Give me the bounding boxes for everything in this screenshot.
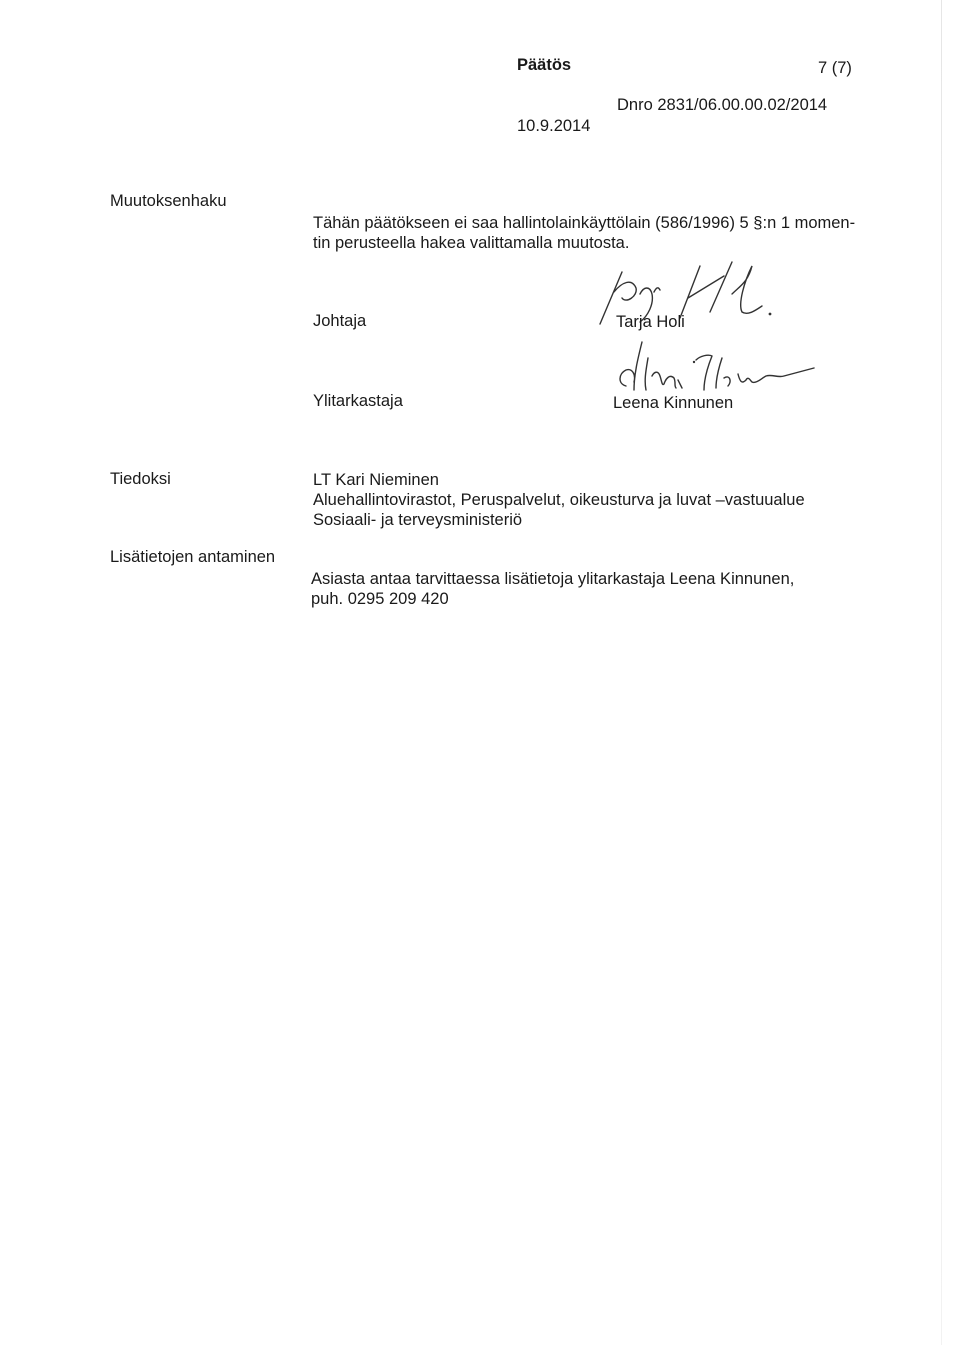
document-type: Päätös	[517, 56, 572, 74]
more-info-text-line-2: puh. 0295 209 420	[311, 590, 449, 608]
signer-role-senior-inspector: Ylitarkastaja	[313, 392, 403, 410]
signature-leena-kinnunen	[612, 338, 822, 398]
more-info-label: Lisätietojen antaminen	[110, 548, 276, 566]
appeal-label: Muutoksenhaku	[110, 192, 227, 210]
reference-number: Dnro 2831/06.00.00.02/2014	[617, 96, 828, 114]
page-number: 7 (7)	[818, 59, 852, 77]
document-date: 10.9.2014	[517, 117, 591, 135]
distribution-recipient: LT Kari Nieminen	[313, 471, 439, 489]
scan-edge-line	[941, 0, 942, 1345]
distribution-recipient: Aluehallintovirastot, Peruspalvelut, oikeusturva ja luvat –vastuualue	[313, 491, 805, 509]
signer-name-senior-inspector: Leena Kinnunen	[613, 394, 734, 412]
more-info-text-line-1: Asiasta antaa tarvittaessa lisätietoja ylitarkastaja Leena Kinnunen,	[311, 570, 795, 588]
appeal-text-line-2: tin perusteella hakea valittamalla muutosta.	[313, 234, 630, 252]
signer-name-director: Tarja Holi	[616, 313, 685, 331]
distribution-label: Tiedoksi	[110, 470, 171, 488]
distribution-recipient: Sosiaali- ja terveysministeriö	[313, 511, 523, 529]
appeal-text-line-1: Tähän päätökseen ei saa hallintolainkäyttölain (586/1996) 5 §:n 1 momen-	[313, 214, 856, 232]
signer-role-director: Johtaja	[313, 312, 367, 330]
